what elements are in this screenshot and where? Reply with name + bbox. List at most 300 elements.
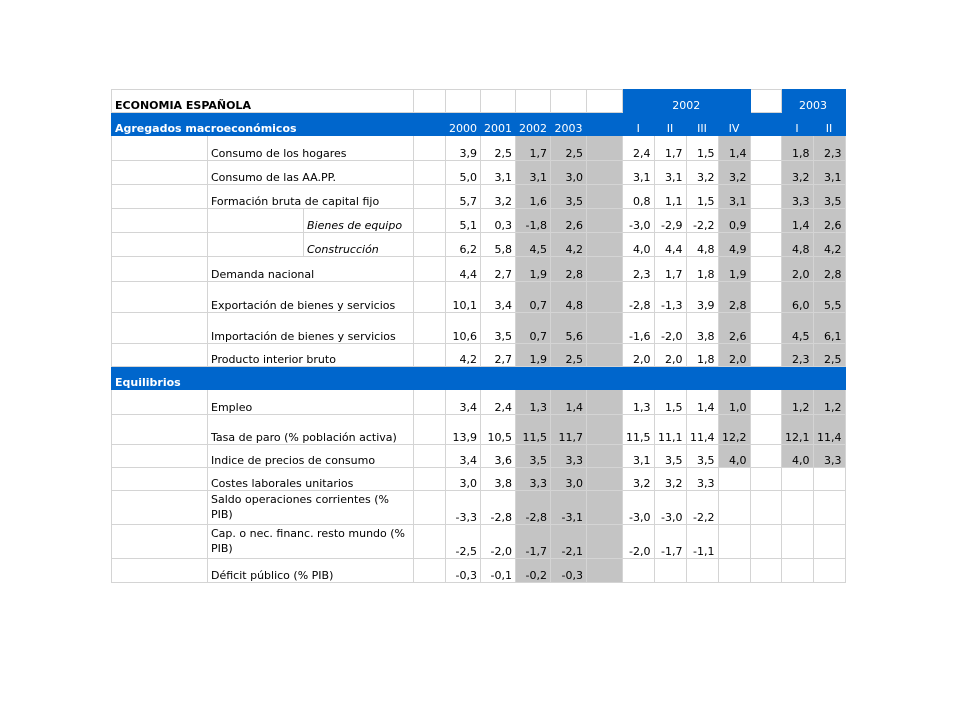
value-cell: 3,8 — [481, 468, 516, 491]
value-cell: 2,4 — [481, 390, 516, 415]
year-header: 2002 — [516, 113, 551, 136]
value-cell: -1,3 — [654, 282, 686, 313]
value-cell: 3,2 — [654, 468, 686, 491]
value-cell: 5,6 — [551, 313, 587, 344]
value-cell: 11,1 — [654, 415, 686, 445]
year-header: 2003 — [551, 113, 587, 136]
value-cell: 5,0 — [446, 161, 481, 185]
table-row — [112, 257, 846, 282]
table-cell — [587, 257, 623, 282]
table-cell — [208, 233, 304, 257]
table-cell — [623, 367, 655, 390]
value-cell: 3,3 — [551, 445, 587, 468]
value-cell: -3,0 — [623, 491, 655, 525]
value-cell: 2,3 — [781, 344, 813, 367]
table-cell — [587, 559, 623, 583]
row-label: Empleo — [208, 390, 414, 415]
value-cell: -0,1 — [481, 559, 516, 583]
row-label: Demanda nacional — [208, 257, 414, 282]
value-cell: 1,7 — [516, 136, 551, 161]
value-cell: 1,3 — [623, 390, 655, 415]
value-cell: -2,9 — [654, 209, 686, 233]
row-label: Saldo operaciones corrientes (% PIB) — [208, 491, 414, 525]
table-row — [112, 559, 846, 583]
value-cell: -3,0 — [623, 209, 655, 233]
table-cell — [587, 161, 623, 185]
table-cell — [414, 559, 446, 583]
table-cell — [414, 257, 446, 282]
table-row — [112, 525, 846, 559]
value-cell: -0,2 — [516, 559, 551, 583]
value-cell: -2,8 — [516, 491, 551, 525]
table-cell — [750, 90, 781, 113]
value-cell: 12,1 — [781, 415, 813, 445]
economia-espanola-table — [111, 89, 846, 583]
table-cell — [446, 367, 481, 390]
table-cell — [414, 313, 446, 344]
table-cell — [587, 390, 623, 415]
table-cell — [750, 559, 781, 583]
value-cell: 0,9 — [718, 209, 750, 233]
value-cell: 3,9 — [446, 136, 481, 161]
value-cell: 4,9 — [718, 233, 750, 257]
table-cell — [112, 491, 208, 525]
value-cell — [813, 525, 845, 559]
value-cell: 11,7 — [551, 415, 587, 445]
value-cell: 3,4 — [446, 390, 481, 415]
value-cell: 10,6 — [446, 313, 481, 344]
table-cell — [587, 282, 623, 313]
value-cell: 2,8 — [551, 257, 587, 282]
value-cell: 4,8 — [781, 233, 813, 257]
value-cell: 5,5 — [813, 282, 845, 313]
value-cell: 4,4 — [446, 257, 481, 282]
row-label: Exportación de bienes y servicios — [208, 282, 414, 313]
table-cell — [750, 136, 781, 161]
value-cell: -1,6 — [623, 313, 655, 344]
value-cell — [781, 559, 813, 583]
table-cell — [750, 282, 781, 313]
value-cell: -2,8 — [623, 282, 655, 313]
value-cell: -2,1 — [551, 525, 587, 559]
value-cell: 4,5 — [781, 313, 813, 344]
table-cell — [112, 161, 208, 185]
value-cell: 3,5 — [813, 185, 845, 209]
value-cell: 1,6 — [516, 185, 551, 209]
table-cell — [112, 282, 208, 313]
table-cell — [750, 233, 781, 257]
value-cell — [718, 559, 750, 583]
value-cell: 3,5 — [654, 445, 686, 468]
value-cell: 2,3 — [623, 257, 655, 282]
value-cell: -3,3 — [446, 491, 481, 525]
value-cell: 3,5 — [516, 445, 551, 468]
table-cell — [587, 313, 623, 344]
table-cell — [414, 233, 446, 257]
table-row — [112, 468, 846, 491]
value-cell: 0,7 — [516, 313, 551, 344]
value-cell: 1,4 — [718, 136, 750, 161]
value-cell: 2,7 — [481, 257, 516, 282]
value-cell: 4,2 — [446, 344, 481, 367]
row-label: Formación bruta de capital fijo — [208, 185, 414, 209]
value-cell — [718, 468, 750, 491]
quarter-header: IV — [718, 113, 750, 136]
table-cell — [414, 344, 446, 367]
value-cell: 1,8 — [781, 136, 813, 161]
table-cell — [414, 415, 446, 445]
value-cell: 1,3 — [516, 390, 551, 415]
table-cell — [750, 367, 781, 390]
value-cell: 10,5 — [481, 415, 516, 445]
value-cell: 3,3 — [686, 468, 718, 491]
value-cell: 2,5 — [551, 136, 587, 161]
value-cell: 4,0 — [623, 233, 655, 257]
value-cell: 11,4 — [813, 415, 845, 445]
value-cell — [623, 559, 655, 583]
row-label: Déficit público (% PIB) — [208, 559, 414, 583]
value-cell: 5,7 — [446, 185, 481, 209]
value-cell: 2,5 — [551, 344, 587, 367]
value-cell: 4,2 — [813, 233, 845, 257]
table-cell — [112, 185, 208, 209]
table-cell — [112, 468, 208, 491]
year-2003-header: 2003 — [781, 90, 845, 113]
table-cell — [414, 390, 446, 415]
value-cell: -2,0 — [623, 525, 655, 559]
table-cell — [750, 313, 781, 344]
table-cell — [781, 367, 813, 390]
table-cell — [750, 209, 781, 233]
row-label: Producto interior bruto — [208, 344, 414, 367]
value-cell: 0,7 — [516, 282, 551, 313]
value-cell — [718, 491, 750, 525]
value-cell — [781, 491, 813, 525]
value-cell: 5,8 — [481, 233, 516, 257]
section-header-row — [112, 367, 846, 390]
value-cell: -1,8 — [516, 209, 551, 233]
value-cell: 4,8 — [686, 233, 718, 257]
table-cell — [481, 367, 516, 390]
table-cell — [587, 113, 623, 136]
table-cell — [516, 90, 551, 113]
value-cell: 1,4 — [686, 390, 718, 415]
value-cell: 4,4 — [654, 233, 686, 257]
table-cell — [414, 445, 446, 468]
value-cell: 13,9 — [446, 415, 481, 445]
value-cell: 3,2 — [718, 161, 750, 185]
value-cell: 3,5 — [481, 313, 516, 344]
table-cell — [414, 282, 446, 313]
value-cell: 1,8 — [686, 257, 718, 282]
table-row — [112, 415, 846, 445]
value-cell: 3,4 — [446, 445, 481, 468]
table-row — [112, 233, 846, 257]
value-cell: 1,2 — [813, 390, 845, 415]
table-cell — [750, 468, 781, 491]
value-cell: 1,7 — [654, 136, 686, 161]
value-cell: 1,9 — [516, 344, 551, 367]
value-cell: 3,1 — [623, 161, 655, 185]
section-equilibrios: Equilibrios — [112, 367, 414, 390]
value-cell: 2,5 — [481, 136, 516, 161]
table-cell — [112, 344, 208, 367]
table-cell — [112, 136, 208, 161]
table-row — [112, 185, 846, 209]
value-cell — [781, 525, 813, 559]
table-cell — [587, 367, 623, 390]
value-cell: 1,1 — [654, 185, 686, 209]
value-cell: 1,9 — [516, 257, 551, 282]
value-cell: 5,1 — [446, 209, 481, 233]
value-cell — [718, 525, 750, 559]
value-cell: 6,0 — [781, 282, 813, 313]
value-cell: 3,0 — [446, 468, 481, 491]
value-cell: -1,7 — [516, 525, 551, 559]
table-cell — [112, 415, 208, 445]
row-label: Costes laborales unitarios — [208, 468, 414, 491]
value-cell: 2,8 — [718, 282, 750, 313]
table-cell — [414, 209, 446, 233]
table-cell — [587, 233, 623, 257]
value-cell: 2,8 — [813, 257, 845, 282]
table-cell — [587, 136, 623, 161]
year-header: 2000 — [446, 113, 481, 136]
quarter-header: I — [781, 113, 813, 136]
value-cell: 1,4 — [551, 390, 587, 415]
row-label: Importación de bienes y servicios — [208, 313, 414, 344]
value-cell: 3,5 — [686, 445, 718, 468]
table-cell — [686, 367, 718, 390]
table-cell — [750, 525, 781, 559]
row-label: Bienes de equipo — [304, 209, 414, 233]
table-cell — [112, 390, 208, 415]
table-cell — [112, 525, 208, 559]
table-cell — [481, 90, 516, 113]
value-cell: 2,7 — [481, 344, 516, 367]
value-cell — [813, 468, 845, 491]
table-cell — [750, 491, 781, 525]
value-cell: 2,0 — [623, 344, 655, 367]
table-cell — [414, 90, 446, 113]
value-cell: 10,1 — [446, 282, 481, 313]
table-row — [112, 491, 846, 525]
value-cell: 4,0 — [718, 445, 750, 468]
section-agregados: Agregados macroeconómicos — [112, 113, 414, 136]
value-cell: 2,6 — [813, 209, 845, 233]
value-cell — [813, 491, 845, 525]
table-cell — [750, 445, 781, 468]
value-cell: 3,6 — [481, 445, 516, 468]
value-cell: 11,5 — [516, 415, 551, 445]
value-cell: 0,8 — [623, 185, 655, 209]
table-cell — [112, 313, 208, 344]
table-row — [112, 282, 846, 313]
value-cell: -2,2 — [686, 491, 718, 525]
value-cell: 3,1 — [623, 445, 655, 468]
table-cell — [414, 491, 446, 525]
table-cell — [718, 367, 750, 390]
value-cell: 3,1 — [516, 161, 551, 185]
table-cell — [750, 344, 781, 367]
value-cell: 1,0 — [718, 390, 750, 415]
value-cell: 2,4 — [623, 136, 655, 161]
table-cell — [587, 90, 623, 113]
value-cell: -1,1 — [686, 525, 718, 559]
value-cell: 2,6 — [718, 313, 750, 344]
value-cell: 6,1 — [813, 313, 845, 344]
table-row — [112, 209, 846, 233]
table-cell — [551, 367, 587, 390]
value-cell: 1,4 — [781, 209, 813, 233]
table-cell — [414, 136, 446, 161]
row-label: Tasa de paro (% población activa) — [208, 415, 414, 445]
value-cell: 11,4 — [686, 415, 718, 445]
table-cell — [414, 161, 446, 185]
value-cell: 2,0 — [654, 344, 686, 367]
year-2002-header: 2002 — [623, 90, 751, 113]
value-cell: -0,3 — [551, 559, 587, 583]
title-row — [112, 90, 846, 113]
value-cell: 1,5 — [686, 185, 718, 209]
table-cell — [414, 185, 446, 209]
value-cell: -3,1 — [551, 491, 587, 525]
table-row — [112, 161, 846, 185]
table-title: ECONOMIA ESPAÑOLA — [112, 90, 414, 113]
row-label: Consumo de los hogares — [208, 136, 414, 161]
table-row — [112, 313, 846, 344]
value-cell: 1,2 — [781, 390, 813, 415]
table-cell — [587, 185, 623, 209]
table-cell — [414, 367, 446, 390]
value-cell: 3,8 — [686, 313, 718, 344]
table-cell — [587, 491, 623, 525]
value-cell: 3,2 — [623, 468, 655, 491]
table-cell — [587, 209, 623, 233]
row-label: Cap. o nec. financ. resto mundo (% PIB) — [208, 525, 414, 559]
value-cell: -2,0 — [481, 525, 516, 559]
value-cell: 3,1 — [718, 185, 750, 209]
table-cell — [414, 525, 446, 559]
value-cell: 3,0 — [551, 468, 587, 491]
value-cell: 3,0 — [551, 161, 587, 185]
value-cell: 3,9 — [686, 282, 718, 313]
value-cell: 3,1 — [481, 161, 516, 185]
value-cell: 2,5 — [813, 344, 845, 367]
value-cell: 2,6 — [551, 209, 587, 233]
value-cell: 2,0 — [718, 344, 750, 367]
value-cell: 3,4 — [481, 282, 516, 313]
value-cell: 2,0 — [781, 257, 813, 282]
value-cell: -2,2 — [686, 209, 718, 233]
table-cell — [750, 185, 781, 209]
table-cell — [750, 390, 781, 415]
table-cell — [516, 367, 551, 390]
value-cell: 3,3 — [516, 468, 551, 491]
value-cell — [813, 559, 845, 583]
table-cell — [414, 113, 446, 136]
row-label: Indice de precios de consumo — [208, 445, 414, 468]
value-cell: 3,3 — [813, 445, 845, 468]
table-cell — [750, 257, 781, 282]
table-cell — [208, 209, 304, 233]
table-cell — [750, 113, 781, 136]
table-cell — [112, 233, 208, 257]
value-cell: 0,3 — [481, 209, 516, 233]
table-cell — [112, 445, 208, 468]
table-cell — [112, 209, 208, 233]
value-cell — [654, 559, 686, 583]
table-cell — [414, 468, 446, 491]
value-cell: 3,1 — [654, 161, 686, 185]
table-cell — [587, 468, 623, 491]
value-cell: 1,8 — [686, 344, 718, 367]
table-row — [112, 445, 846, 468]
value-cell: 3,3 — [781, 185, 813, 209]
row-label: Construcción — [304, 233, 414, 257]
value-cell: 3,2 — [686, 161, 718, 185]
value-cell: -2,0 — [654, 313, 686, 344]
value-cell: -1,7 — [654, 525, 686, 559]
table-cell — [587, 344, 623, 367]
table-cell — [551, 90, 587, 113]
table-cell — [750, 415, 781, 445]
table-cell — [750, 161, 781, 185]
value-cell: 1,7 — [654, 257, 686, 282]
row-label: Consumo de las AA.PP. — [208, 161, 414, 185]
value-cell: -2,8 — [481, 491, 516, 525]
quarter-header: II — [813, 113, 845, 136]
table-row — [112, 390, 846, 415]
value-cell: 12,2 — [718, 415, 750, 445]
table-cell — [587, 525, 623, 559]
quarter-header: III — [686, 113, 718, 136]
value-cell: 1,9 — [718, 257, 750, 282]
value-cell: -3,0 — [654, 491, 686, 525]
value-cell — [686, 559, 718, 583]
table-cell — [112, 257, 208, 282]
value-cell: 4,2 — [551, 233, 587, 257]
year-header: 2001 — [481, 113, 516, 136]
table-cell — [587, 415, 623, 445]
table-cell — [587, 445, 623, 468]
value-cell: 1,5 — [654, 390, 686, 415]
table-cell — [446, 90, 481, 113]
value-cell: 11,5 — [623, 415, 655, 445]
section-header-row — [112, 113, 846, 136]
table-cell — [654, 367, 686, 390]
table-row — [112, 344, 846, 367]
value-cell: 4,5 — [516, 233, 551, 257]
value-cell — [781, 468, 813, 491]
value-cell: 3,2 — [481, 185, 516, 209]
table-cell — [813, 367, 845, 390]
value-cell: 1,5 — [686, 136, 718, 161]
value-cell: -0,3 — [446, 559, 481, 583]
quarter-header: I — [623, 113, 655, 136]
value-cell: 3,5 — [551, 185, 587, 209]
value-cell: 4,8 — [551, 282, 587, 313]
value-cell: 3,1 — [813, 161, 845, 185]
value-cell: 2,3 — [813, 136, 845, 161]
quarter-header: II — [654, 113, 686, 136]
value-cell: -2,5 — [446, 525, 481, 559]
table-row — [112, 136, 846, 161]
table-cell — [112, 559, 208, 583]
value-cell: 6,2 — [446, 233, 481, 257]
value-cell: 4,0 — [781, 445, 813, 468]
value-cell: 3,2 — [781, 161, 813, 185]
